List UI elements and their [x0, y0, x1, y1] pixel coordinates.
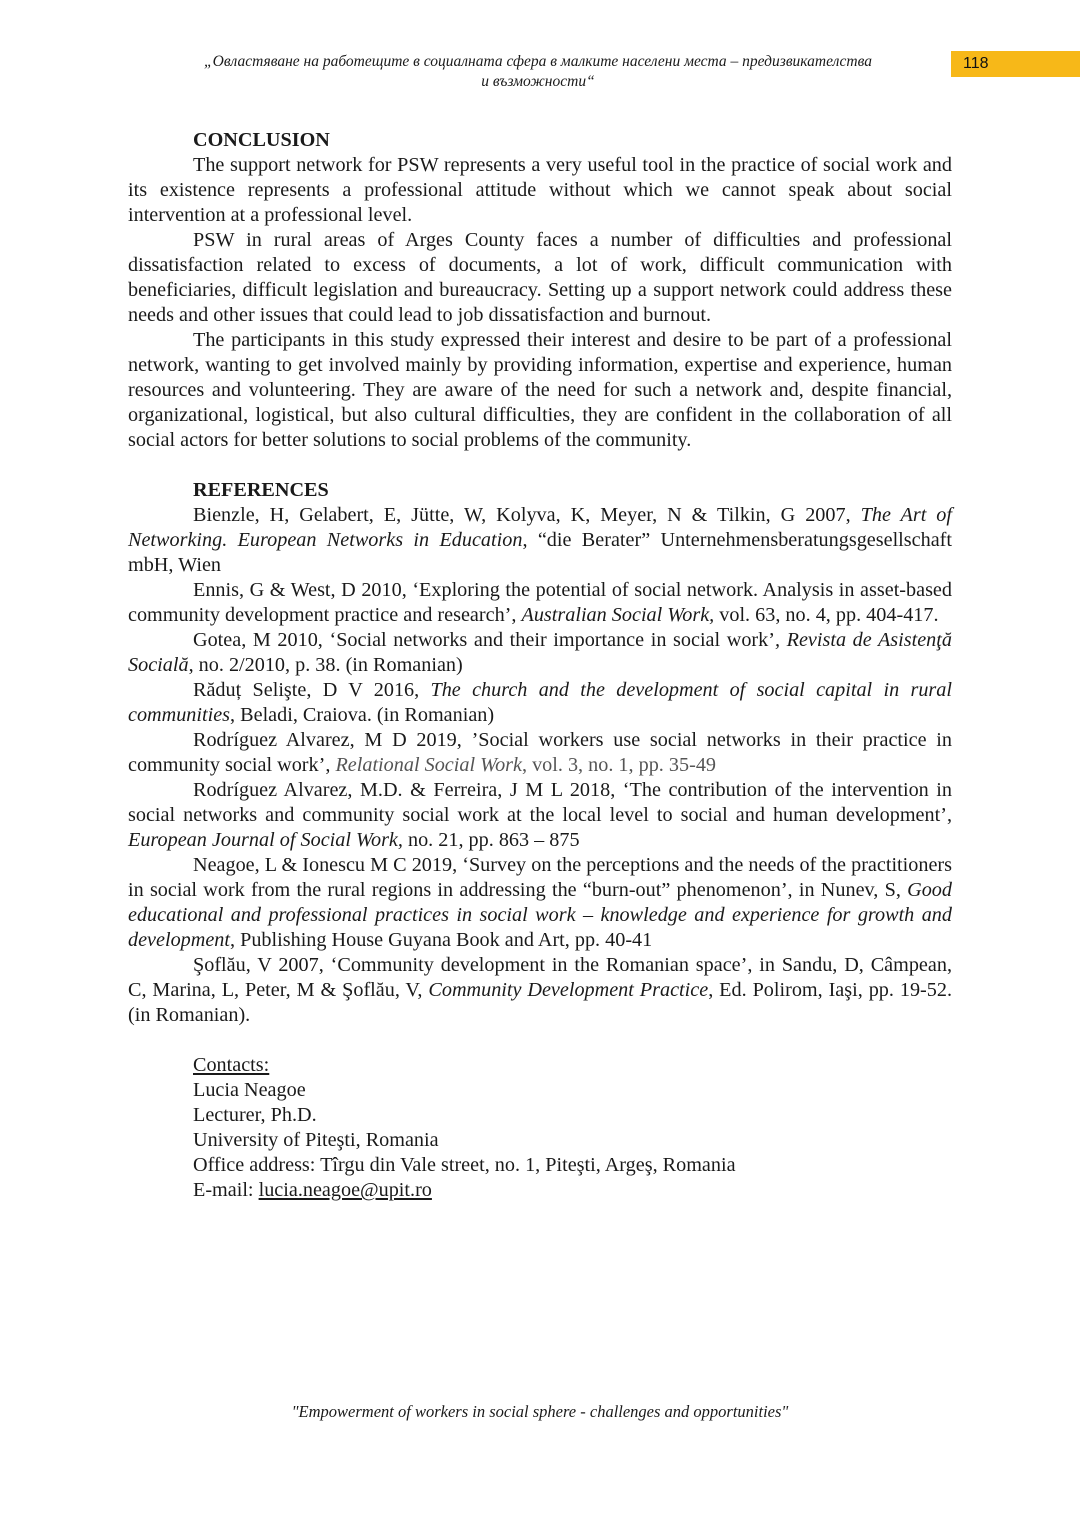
reference-item: Rodríguez Alvarez, M D 2019, ’Social workers use social networks in their practice in community social work’, Relational Social Work, vol. 3, no. 1, pp. 35-49 [128, 729, 952, 776]
reference-item: Ennis, G & West, D 2010, ‘Exploring the potential of social network. Analysis in asset-based community development practice and research’, Australian Social Work, vol. 63, no. 4, pp. 404-417. [128, 579, 952, 626]
references-heading: REFERENCES [193, 479, 329, 501]
contacts-block [128, 1053, 952, 1203]
reference-item: Răduț Selişte, D V 2016, The church and the development of social capital in rural communities, Beladi, Craiova. (in Romanian) [128, 679, 952, 726]
conclusion-heading: CONCLUSION [193, 129, 330, 151]
header-title-line1: „Овластяване на работещите в социалната сфера в малките населени места – предизвикателства [204, 53, 872, 70]
contact-title: Lecturer, Ph.D. [193, 1104, 317, 1126]
page-number-badge: 118 [951, 51, 1080, 77]
email-label: E-mail: [193, 1179, 259, 1201]
reference-item: Gotea, M 2010, ‘Social networks and their importance in social work’, Revista de Asistenţă Socială, no. 2/2010, p. 38. (in Romanian) [128, 629, 952, 676]
reference-item: Neagoe, L & Ionescu M C 2019, ‘Survey on the perceptions and the needs of the practitioners in social work from the rural regions in addressing the “burn-out” phenomenon’, in Nunev, S, Good educational and professional practices in social work – knowledge and experience for growth and development, Publishing House Guyana Book and Art, pp. 40-41 [128, 854, 952, 951]
reference-item: Şoflău, V 2007, ‘Community development in the Romanian space’, in Sandu, D, Câmpean, C, Marina, L, Peter, M & Şoflău, V, Community Development Practice, Ed. Polirom, Iaşi, pp. 19-52. (in Romanian). [128, 954, 953, 1026]
header-title-line2: и възможности“ [481, 73, 595, 90]
page-body [128, 128, 952, 1203]
contact-name: Lucia Neagoe [193, 1079, 306, 1101]
running-header [128, 52, 948, 92]
contact-address: Office address: Tîrgu din Vale street, no. 1, Piteşti, Argeş, Romania [193, 1154, 736, 1176]
contacts-label: Contacts: [193, 1054, 270, 1076]
contact-email-line [193, 1178, 952, 1203]
reference-item: Bienzle, H, Gelabert, E, Jütte, W, Kolyva, K, Meyer, N & Tilkin, G 2007, The Art of Networking. European Networks in Education, “die Berater” Unternehmensberatungsgesellschaft mbH, Wien [128, 504, 952, 576]
email-link[interactable]: lucia.neagoe@upit.ro [258, 1179, 432, 1201]
running-footer: "Empowerment of workers in social sphere - challenges and opportunities" [291, 1402, 789, 1421]
reference-item: Rodríguez Alvarez, M.D. & Ferreira, J M L 2018, ‘The contribution of the intervention in social networks and community social work at the local level to social and human development’, European Journal of Social Work, no. 21, pp. 863 – 875 [128, 779, 952, 851]
conclusion-paragraph: The participants in this study expressed their interest and desire to be part of a professional network, wanting to get involved mainly by providing information, expertise and experience, human resources and volunteering. They are aware of the need for such a network and, despite financial, organizational, logistical, but also cultural difficulties, they are confident in the collaboration of all social actors for better solutions to social problems of the community. [128, 329, 952, 451]
conclusion-paragraph: The support network for PSW represents a very useful tool in the practice of social work and its existence represents a professional attitude without which we cannot speak about social intervention at a professional level. [128, 154, 952, 226]
conclusion-paragraph: PSW in rural areas of Arges County faces a number of difficulties and professional dissatisfaction related to excess of documents, a lot of work, difficult communication with beneficiaries, difficult legislation and bureaucracy. Setting up a support network could address these needs and other issues that could lead to job dissatisfaction and burnout. [128, 229, 952, 326]
contact-institution: University of Piteşti, Romania [193, 1129, 439, 1151]
